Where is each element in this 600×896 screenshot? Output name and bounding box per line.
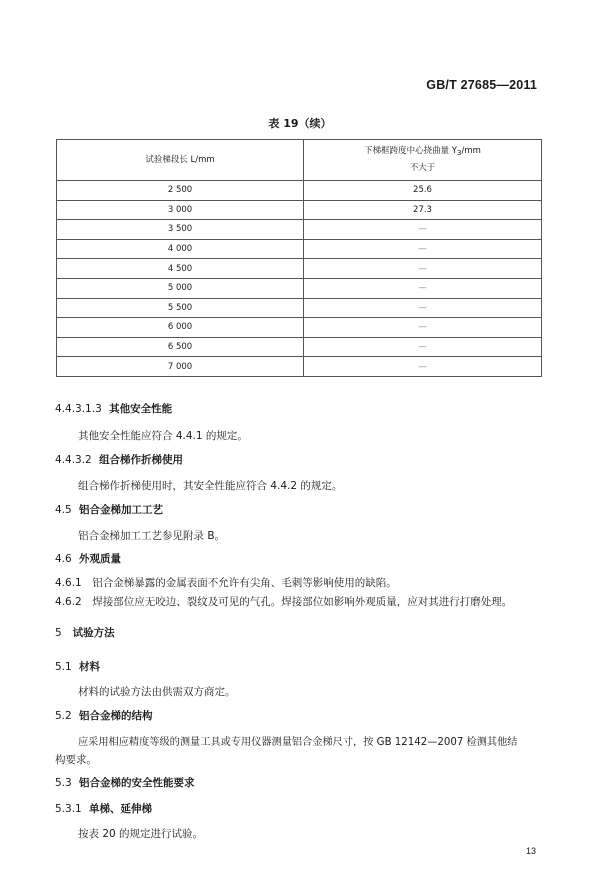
heading-5-3-1 bbox=[55, 801, 152, 816]
value-cell: 25.6 bbox=[304, 181, 542, 201]
value-cell: — bbox=[304, 239, 542, 259]
table-header-row bbox=[57, 140, 542, 181]
paragraph-5-3-1: 按表 20 的规定进行试验。 bbox=[78, 828, 204, 840]
section-title: 铝合金梯加工工艺 bbox=[79, 504, 164, 516]
table-row bbox=[57, 181, 542, 201]
table-row bbox=[57, 259, 542, 279]
section-title: 铝合金梯的结构 bbox=[79, 710, 153, 722]
deflection-header-subscript: 3 bbox=[457, 149, 462, 157]
table-row bbox=[57, 200, 542, 220]
clause-4-6-1: 4.6.1 铝合金梯暴露的金属表面不允许有尖角、毛刺等影响使用的缺陷。 bbox=[55, 577, 397, 589]
section-title: 材料 bbox=[79, 661, 101, 673]
section-number: 4.6 bbox=[55, 553, 72, 565]
section-number: 4.4.3.2 bbox=[55, 454, 92, 466]
section-number: 5.3 bbox=[55, 777, 72, 789]
section-number: 5.1 bbox=[55, 661, 72, 673]
paragraph-5-1: 材料的试验方法由供需双方商定。 bbox=[78, 686, 236, 698]
value-cell: — bbox=[304, 220, 542, 240]
column-header-deflection bbox=[304, 140, 542, 181]
value-cell: — bbox=[304, 278, 542, 298]
heading-5-1 bbox=[55, 659, 100, 674]
value-cell: — bbox=[304, 318, 542, 338]
section-number: 5.2 bbox=[55, 710, 72, 722]
value-cell: — bbox=[304, 357, 542, 377]
length-cell: 3 500 bbox=[57, 220, 304, 240]
table-row bbox=[57, 278, 542, 298]
column-header-length: 试验梯段长 L/mm bbox=[57, 140, 304, 181]
length-cell: 7 000 bbox=[57, 357, 304, 377]
deflection-header-limit: 不大于 bbox=[409, 163, 436, 173]
page-number: 13 bbox=[525, 846, 536, 856]
heading-4-4-3-1-3 bbox=[55, 401, 172, 416]
deflection-header-prefix: 下梯框跨度中心挠曲量 Y bbox=[364, 146, 457, 156]
length-cell: 6 000 bbox=[57, 318, 304, 338]
value-cell: — bbox=[304, 298, 542, 318]
table-body bbox=[57, 181, 542, 377]
length-cell: 5 500 bbox=[57, 298, 304, 318]
heading-4-6 bbox=[55, 551, 121, 566]
table-row bbox=[57, 239, 542, 259]
heading-4-4-3-2 bbox=[55, 452, 183, 467]
data-table bbox=[56, 139, 542, 377]
length-cell: 2 500 bbox=[57, 181, 304, 201]
section-title: 组合梯作折梯使用 bbox=[99, 454, 184, 466]
paragraph-5-2-line-2: 构要求。 bbox=[55, 754, 97, 766]
section-title: 外观质量 bbox=[79, 553, 122, 565]
standard-code: GB/T 27685—2011 bbox=[426, 78, 537, 92]
table-row bbox=[57, 298, 542, 318]
table-row bbox=[57, 337, 542, 357]
length-cell: 5 000 bbox=[57, 278, 304, 298]
paragraph-5-2-line-1: 应采用相应精度等级的测量工具或专用仪器测量铝合金梯尺寸，按 GB 12142—2007 检测其他结 bbox=[78, 737, 518, 748]
deflection-header-suffix: /mm bbox=[461, 146, 481, 156]
table-row bbox=[57, 357, 542, 377]
section-title: 其他安全性能 bbox=[109, 403, 173, 415]
section-title: 试验方法 bbox=[72, 627, 115, 639]
length-cell: 4 000 bbox=[57, 239, 304, 259]
section-number: 4.4.3.1.3 bbox=[55, 403, 102, 415]
clause-4-6-2: 4.6.2 焊接部位应无咬边、裂纹及可见的气孔。焊接部位如影响外观质量，应对其进行打磨处理。 bbox=[55, 596, 513, 608]
section-number: 5 bbox=[55, 627, 62, 639]
heading-4-5 bbox=[55, 502, 163, 517]
paragraph-4-4-3-2: 组合梯作折梯使用时，其安全性能应符合 4.4.2 的规定。 bbox=[78, 480, 343, 492]
paragraph-4-4-3-1-3: 其他安全性能应符合 4.4.1 的规定。 bbox=[78, 430, 248, 442]
section-title: 单梯、延伸梯 bbox=[89, 803, 153, 815]
length-cell: 6 500 bbox=[57, 337, 304, 357]
value-cell: 27.3 bbox=[304, 200, 542, 220]
heading-5-3 bbox=[55, 775, 195, 790]
heading-5 bbox=[55, 625, 115, 640]
table-row bbox=[57, 318, 542, 338]
section-number: 5.3.1 bbox=[55, 803, 82, 815]
table-title: 表 19（续） bbox=[268, 117, 332, 130]
paragraph-4-5: 铝合金梯加工工艺参见附录 B。 bbox=[78, 530, 226, 542]
heading-5-2 bbox=[55, 708, 153, 723]
value-cell: — bbox=[304, 259, 542, 279]
section-number: 4.5 bbox=[55, 504, 72, 516]
length-cell: 4 500 bbox=[57, 259, 304, 279]
section-title: 铝合金梯的安全性能要求 bbox=[79, 777, 195, 789]
table-row bbox=[57, 220, 542, 240]
length-cell: 3 000 bbox=[57, 200, 304, 220]
value-cell: — bbox=[304, 337, 542, 357]
